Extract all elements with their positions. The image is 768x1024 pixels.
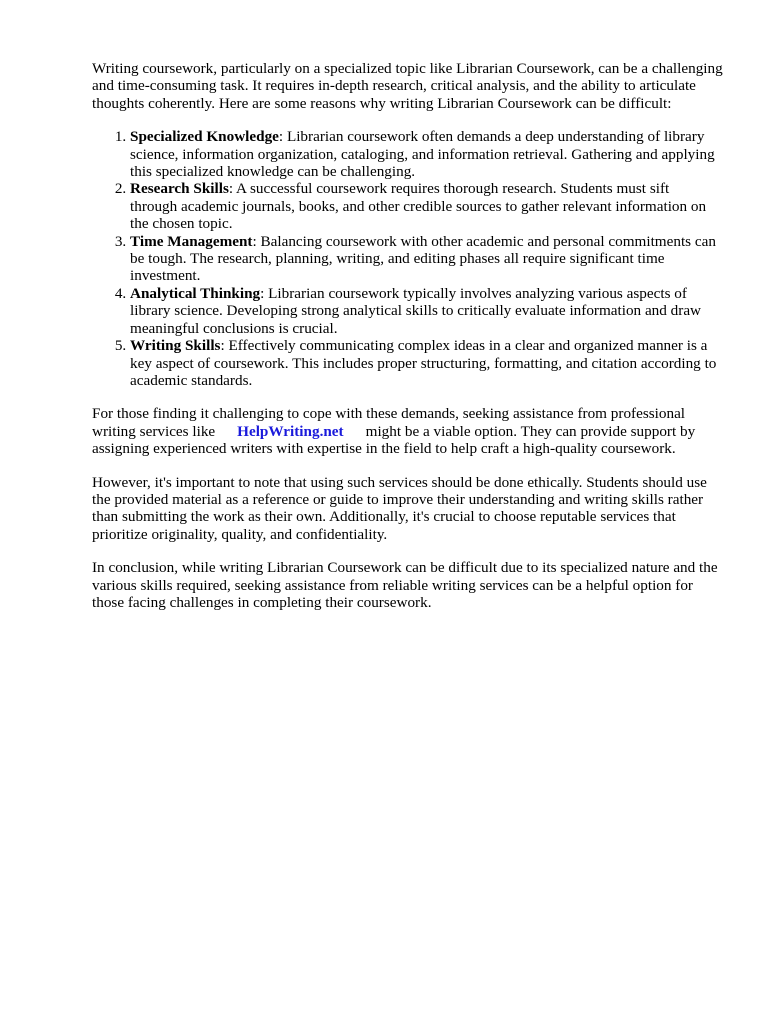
reasons-list [92,128,720,389]
ethics-paragraph: However, it's important to note that using such services should be done ethically. Students should use the provided material as a reference or guide to improve their understanding and writing skills rather than submitting the work as their own. Additionally, it's crucial to choose reputable services that prioritize originality, quality, and confidentiality. [92,473,707,543]
reason-term: Time Management [130,232,253,250]
helpwriting-link[interactable]: HelpWriting.net [237,422,344,440]
list-item [130,180,720,232]
list-item [130,337,720,389]
intro-paragraph: Writing coursework, particularly on a specialized topic like Librarian Coursework, can be a challenging and time-consuming task. It requires in-depth research, critical analysis, and the ability to articulate thoughts coherently. Here are some reasons why writing Librarian Coursework can be difficult: [92,60,723,112]
reason-text: : Balancing coursework with other academic and personal commitments can be tough. The research, planning, writing, and editing phases all require significant time investment. [130,232,716,285]
assistance-text-before: For those finding it challenging to cope with these demands, seeking assistance from professional writing services like [92,405,686,440]
document-page [92,60,728,627]
reason-text: : A successful coursework requires thorough research. Students must sift through academic journals, books, and other credible sources to gather relevant information on the chosen topic. [130,180,707,233]
reason-term: Research Skills [130,180,229,198]
assistance-paragraph [92,405,728,457]
reason-text: : Librarian coursework typically involves analyzing various aspects of library science. Developing strong analytical skills to critically evaluate information and draw meaningful conclusions is crucial. [130,284,702,337]
reason-term: Analytical Thinking [130,284,261,302]
list-item [130,285,720,337]
list-item [130,233,720,285]
reason-term: Writing Skills [130,337,221,355]
assistance-text-after: might be a viable option. They can provide support by assigning experienced writers with expertise in the field to help craft a high-quality coursework. [92,422,696,458]
list-item [130,128,720,180]
reason-term: Specialized Knowledge [130,128,279,146]
conclusion-paragraph: In conclusion, while writing Librarian Coursework can be difficult due to its specialized nature and the various skills required, seeking assistance from reliable writing services can be a helpful option for those facing challenges in completing their coursework. [92,559,718,611]
reason-text: : Effectively communicating complex ideas in a clear and organized manner is a key aspect of coursework. This includes proper structuring, formatting, and citation according to academic standards. [130,337,717,389]
reason-text: : Librarian coursework often demands a deep understanding of library science, information organization, cataloging, and information retrieval. Gathering and applying this specialized knowledge can be challenging. [130,128,715,181]
